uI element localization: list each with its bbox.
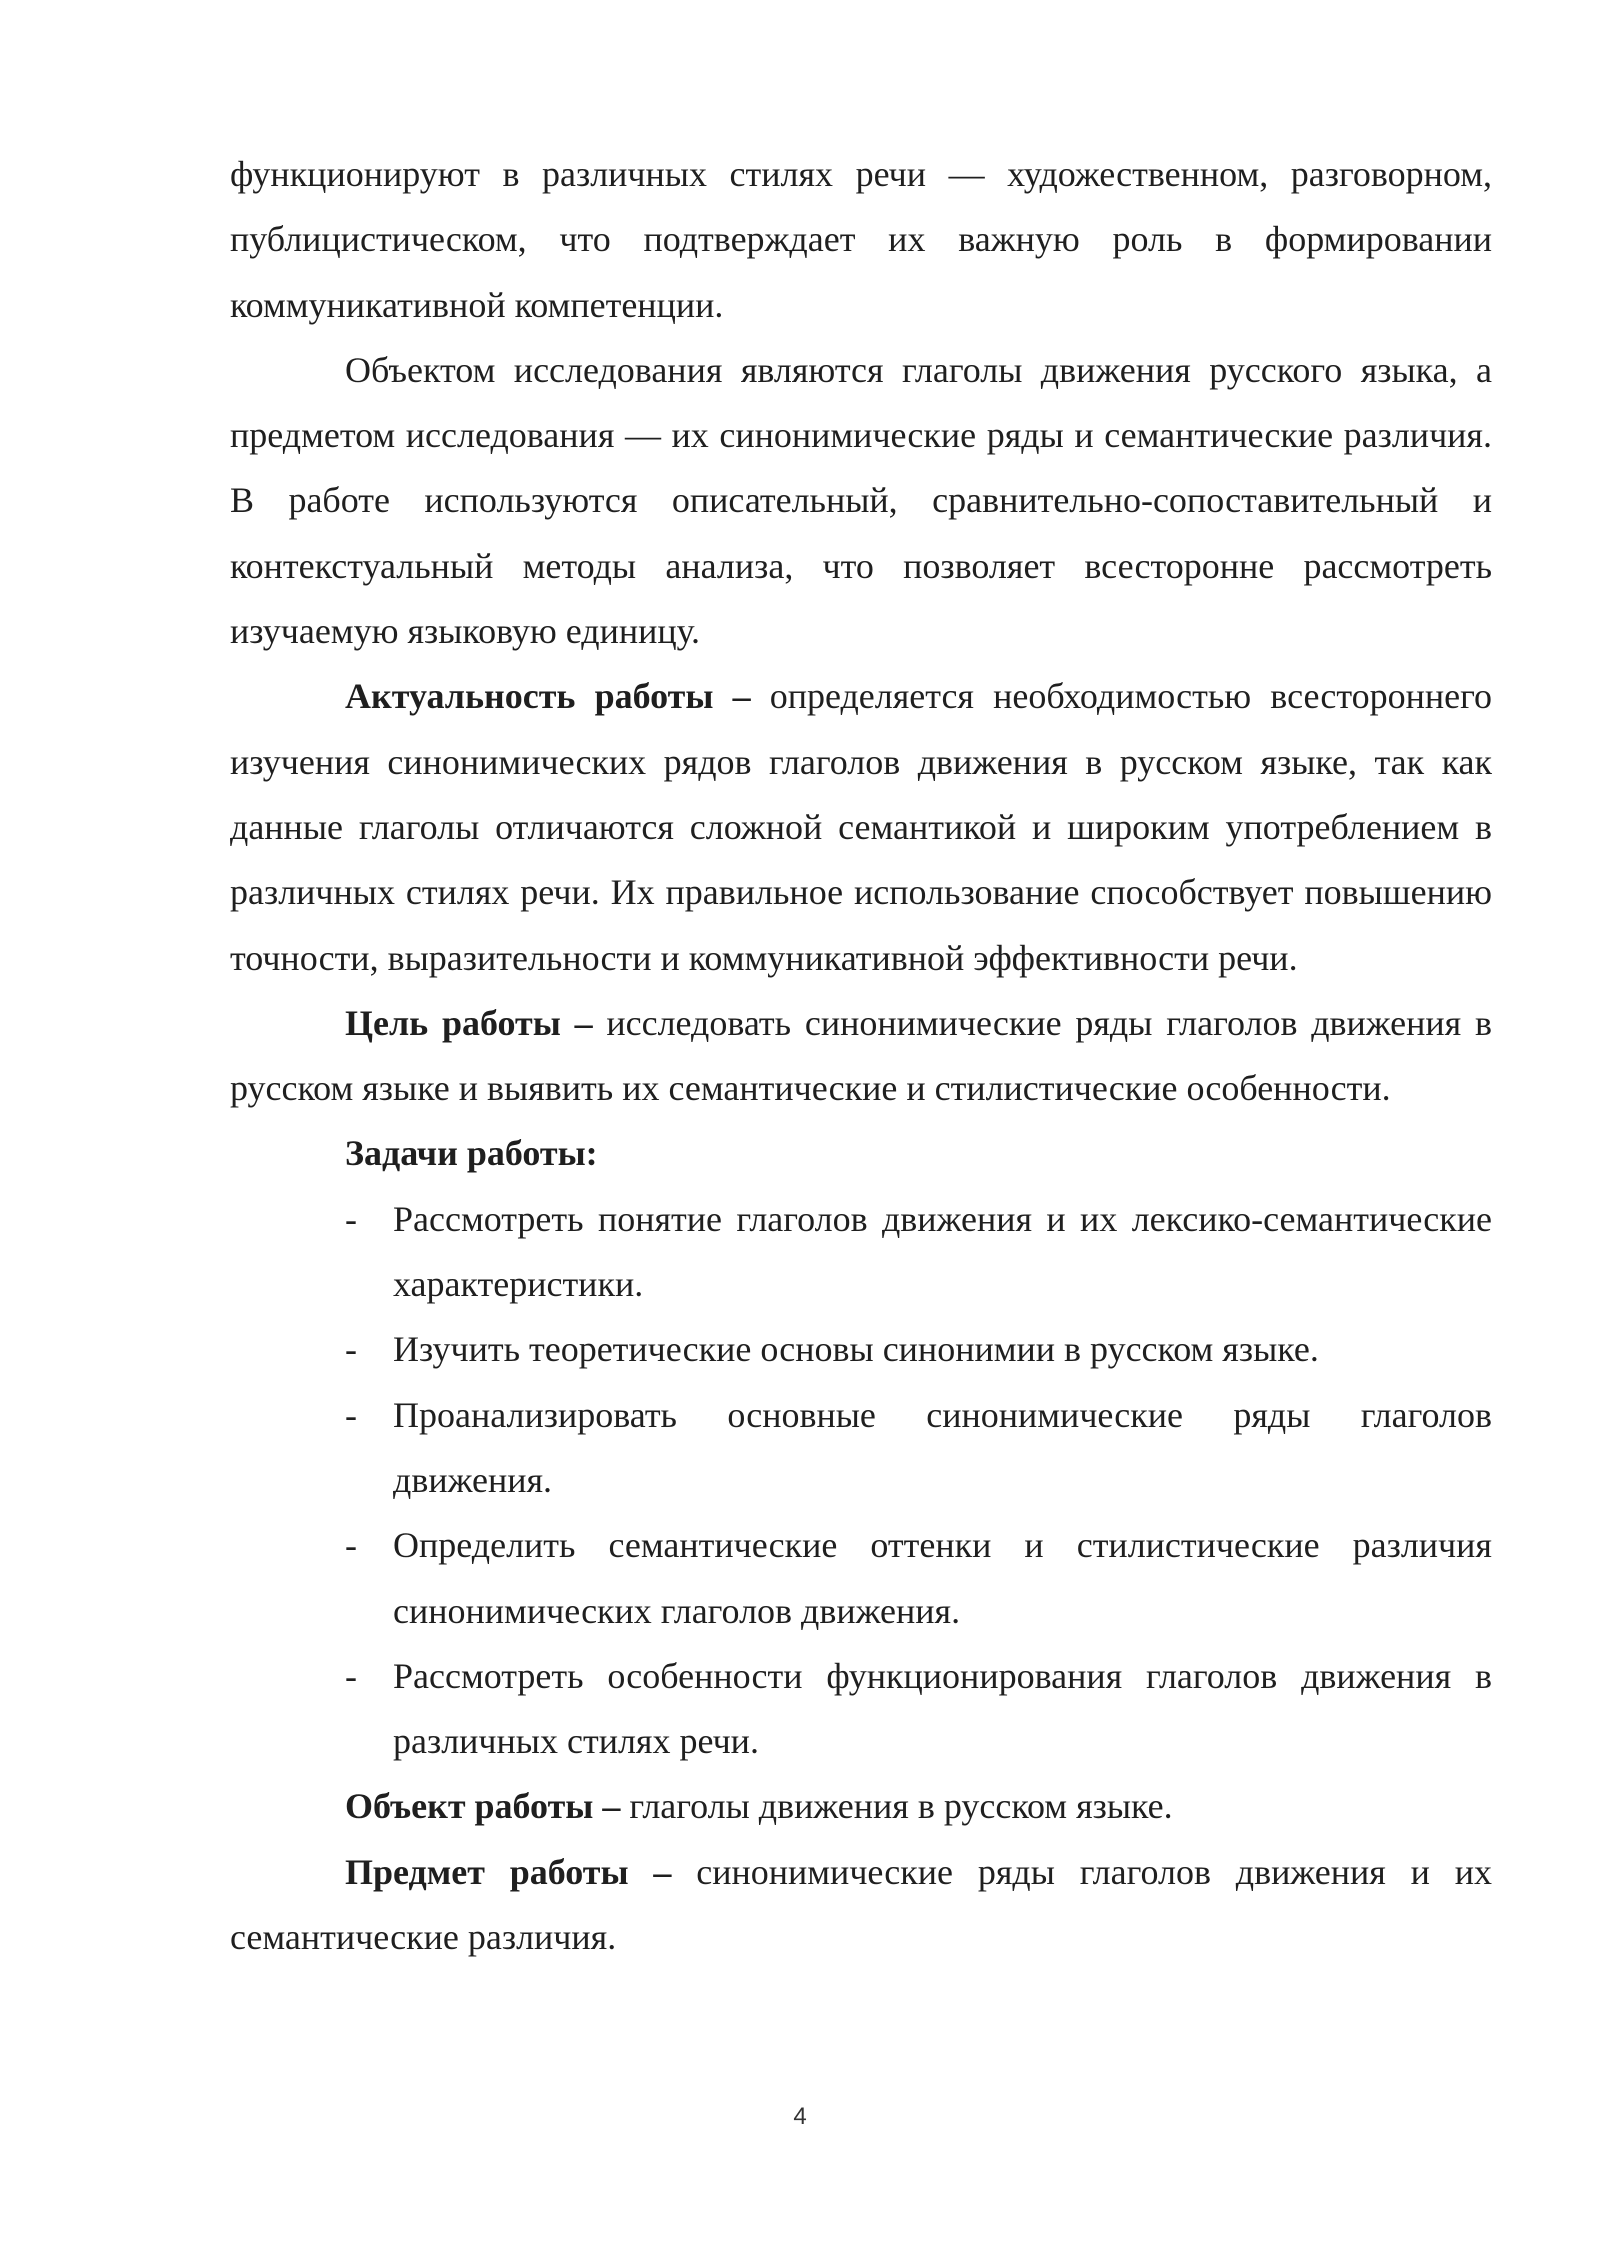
task-text: Изучить теоретические основы синонимии в русском языке. [393, 1329, 1319, 1370]
subject-paragraph [230, 1840, 1492, 1971]
tasks-heading: Задачи работы: [345, 1133, 598, 1174]
list-dash: - [345, 1655, 357, 1696]
relevance-label: Актуальность работы – [345, 676, 751, 717]
document-page [230, 142, 1492, 1970]
goal-paragraph [230, 991, 1492, 1122]
task-text: Рассмотреть особенности функционирования глаголов движения в различных стилях речи. [393, 1655, 1492, 1762]
task-text: Проанализировать основные синонимические ряды глаголов движения. [393, 1394, 1492, 1500]
page-number: 4 [793, 2103, 807, 2130]
object-methods-paragraph: Объектом исследования являются глаголы движения русского языка, а предметом исследования — их синонимические ряды и семантические различия. В работе используются описательный, сравнительно-сопоставительный и контекстуальный методы анализа, что позволяет всесторонне рассмотреть изучаемую языковую единицу. [230, 349, 1492, 652]
subject-label: Предмет работы – [345, 1851, 672, 1892]
task-item [345, 1644, 1492, 1775]
object-paragraph [230, 1774, 1492, 1839]
relevance-text: определяется необходимостью всестороннего изучения синонимических рядов глаголов движения в русском языке, так как данные глаголы отличаются сложной семантикой и широким употреблением в различных стилях речи. Их правильное использование способствует повышению точности, выразительности и коммуникативной эффективности речи. [230, 676, 1492, 978]
relevance-paragraph [230, 664, 1492, 990]
intro-paragraph: функционируют в различных стилях речи — художественном, разговорном, публицистическом, что подтверждает их важную роль в формировании коммуникативной компетенции. [230, 154, 1492, 325]
goal-label: Цель работы – [345, 1002, 593, 1043]
list-dash: - [345, 1525, 357, 1566]
goal-text: исследовать синонимические ряды глаголов движения в русском языке и выявить их семантические и стилистические особенности. [230, 1002, 1492, 1109]
task-item [345, 1317, 1492, 1382]
task-item [345, 1513, 1492, 1644]
tasks-list [230, 1187, 1492, 1775]
task-item [345, 1383, 1492, 1514]
object-text: глаголы движения в русском языке. [620, 1786, 1173, 1827]
list-dash: - [345, 1329, 357, 1370]
task-text: Рассмотреть понятие глаголов движения и их лексико-семантические характеристики. [393, 1198, 1492, 1305]
task-item [345, 1187, 1492, 1318]
list-dash: - [345, 1394, 357, 1435]
list-dash: - [345, 1198, 357, 1239]
object-label: Объект работы – [345, 1786, 621, 1827]
subject-text: синонимические ряды глаголов движения и их семантические различия. [230, 1851, 1492, 1958]
task-text: Определить семантические оттенки и стилистические различия синонимических глаголов движения. [393, 1525, 1492, 1631]
